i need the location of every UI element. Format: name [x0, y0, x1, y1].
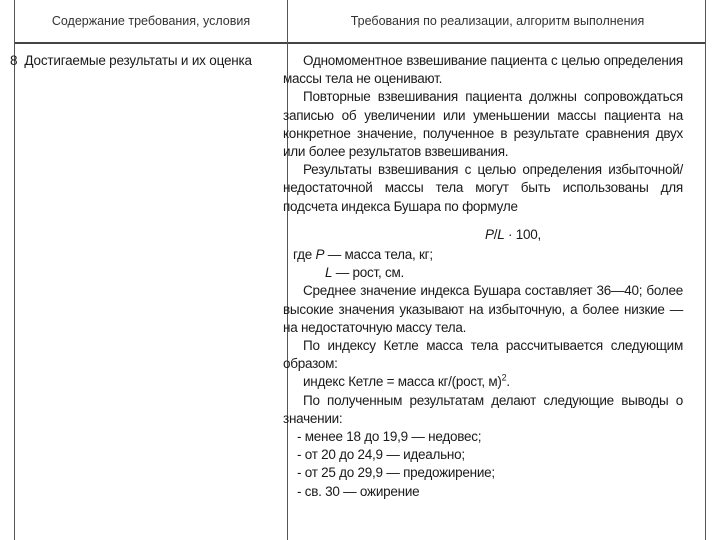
list-item-underweight: - менее 18 до 19,9 — недовес;	[297, 429, 482, 445]
table-header	[15, 0, 705, 44]
paragraph-repeat-weighing: Повторные взвешивания пациента должны сопровождаться записью об увеличении или уменьшении массы пациента на конкретное значение, полученное в результате сравнения двух или более результатов взвешивания.	[283, 89, 683, 160]
where-p: где P — масса тела, кг;	[293, 247, 433, 263]
paragraph-ketle-intro: По индексу Кетле масса тела рассчитывается следующим образом:	[283, 338, 683, 372]
list-item-preobesity: - от 25 до 29,9 — предожирение;	[297, 465, 495, 481]
list-item-obesity: - св. 30 — ожирение	[297, 483, 420, 499]
header-col-algorithm: Требования по реализации, алгоритм выполнения	[350, 14, 645, 28]
where-l: L — рост, см.	[325, 265, 405, 281]
header-col-condition: Содержание требования, условия	[51, 14, 251, 28]
paragraph-bouchard-values: Среднее значение индекса Бушара составляет 36—40; более высокие значения указывают на избыточную, а более низкие — на недостаточную массу тела.	[283, 283, 683, 335]
row-number: 8	[10, 53, 18, 68]
row-title-cell	[10, 52, 265, 70]
ketle-formula: индекс Кетле = масса кг/(рост, м)$^2$.	[303, 372, 510, 390]
paragraph-bouchard-intro: Результаты взвешивания с целью определения избыточной/недостаточной массы тела могут быть использованы для подсчета индекса Бушара по формуле	[283, 162, 683, 214]
row-content-cell	[283, 52, 683, 501]
paragraph-conclusions-intro: По полученным результатам делают следующие выводы о значении:	[283, 392, 683, 426]
row-title: Достигаемые результаты и их оценка	[24, 53, 252, 68]
bouchard-formula: P/L · 100,	[484, 226, 542, 242]
paragraph-single-weighing: Одномоментное взвешивание пациента с целью определения массы тела не оценивают.	[283, 53, 683, 87]
list-item-ideal: - от 20 до 24,9 — идеально;	[297, 447, 465, 463]
